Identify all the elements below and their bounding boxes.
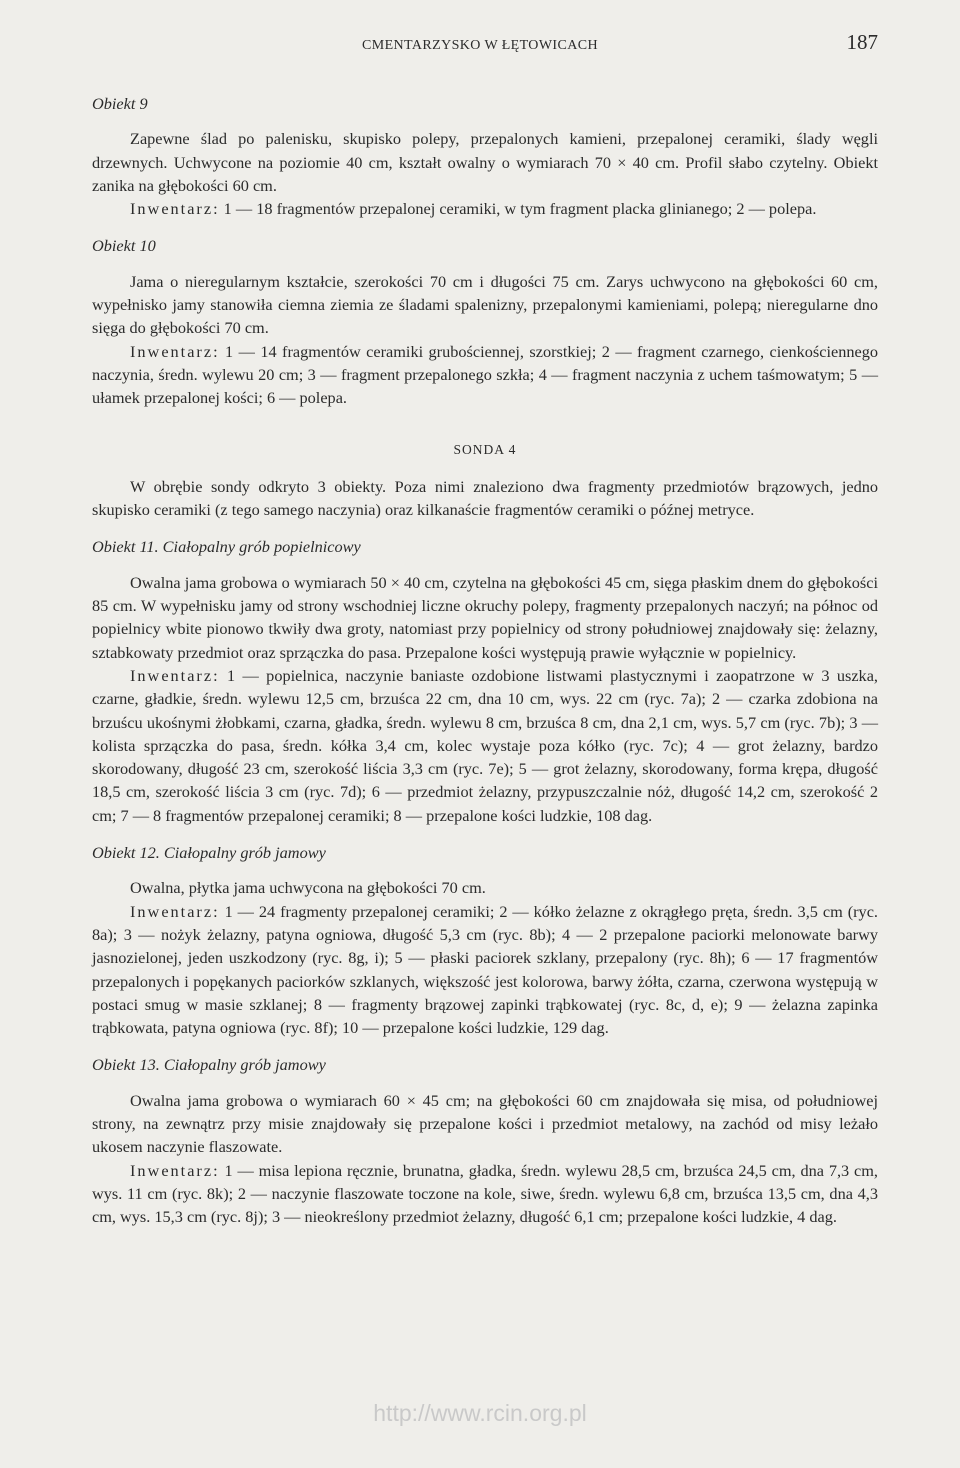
obiekt-9-inventory — [92, 197, 878, 220]
inventory-text: 1 — popielnica, naczynie baniaste ozdobione listwami plastycznymi i zaopatrzone w 3 uszka, czarne, gładkie, średn. wylewu 12,5 cm, brzuśca 22 cm, dna 10 cm, wys. 22 cm (ryc. 7a); 2 — czarka zdobiona na brzuścu ukośnymi żłobkami, czarna, gładka, średn. wylewu 8 cm, brzuśca 8 cm, dna 2,1 cm, wys. 5,7 cm (ryc. 7b); 3 — kolista sprzączka do pasa, średn. kółka 3,4 cm, kolec wystaje poza kółko (ryc. 7c); 4 — grot żelazny, bardzo skorodowany, długość 23 cm, szerokość liścia 3,3 cm (ryc. 7e); 5 — grot żelazny, skorodowany, forma krępa, długość 18,5 cm, szerokość liścia 3 cm (ryc. 7d); 6 — przedmiot żelazny, przypuszczalnie nóż, długość 14,2 cm, szerokość 2 cm; 7 — 8 fragmentów przepalonej ceramiki; 8 — przepalone kości ludzkie, 108 dag. — [92, 665, 878, 825]
obiekt-10-description: Jama o nieregularnym kształcie, szerokości 70 cm i długości 75 cm. Zarys uchwycono na głębokości 60 cm, wypełnisko jamy stanowiła ciemna ziemia ze śladami spalenizny, przepalonymi kamieniami, polepą; nieregularne dno sięga do głębokości 70 cm. — [92, 271, 878, 338]
inventory-label: Inwentarz: — [130, 199, 220, 219]
running-title: CMENTARZYSKO W ŁĘTOWICACH — [362, 38, 598, 53]
obiekt-9-heading: Obiekt 9 — [92, 94, 148, 113]
obiekt-13-heading: Obiekt 13. Ciałopalny grób jamowy — [92, 1055, 326, 1075]
inventory-label: Inwentarz: — [130, 341, 220, 361]
obiekt-13-description: Owalna jama grobowa o wymiarach 60 × 45 cm; na głębokości 60 cm znajdowała się misa, od południowej strony, na zewnątrz przy misie znajdowały się przepalone kości i przedmiot metalowy, na zachód od misy leżało ukosem naczynie flaszowate. — [92, 1090, 878, 1157]
inventory-text: 1 — 18 fragmentów przepalonej ceramiki, w tym fragment placka glinianego; 2 — polepa. — [219, 199, 817, 219]
page-content — [92, 92, 878, 1228]
section-title-sonda-4: SONDA 4 — [453, 441, 517, 457]
obiekt-11-description: Owalna jama grobowa o wymiarach 50 × 40 cm, czytelna na głębokości 45 cm, sięga płaskim dnem do głębokości 85 cm. W wypełnisku jamy od strony wschodniej liczne okruchy polepy, fragmenty przepalonych naczyń; na północ od popielnicy wbite pionowo tkwiły dwa groty, natomiast przy popielnicy od strony południowej znajdowały się: żelazny, sztabkowaty przedmiot oraz sprzączka do pasa. Przepalone kości występują prawie wyłącznie w popielnicy. — [92, 572, 878, 662]
obiekt-9-description: Zapewne ślad po palenisku, skupisko polepy, przepalonych kamieni, przepalonej ceramiki, ślady węgli drzewnych. Uchwycone na poziomie 40 cm, kształt owalny o wymiarach 70 × 40 cm. Profil słabo czytelny. Obiekt zanika na głębokości 60 cm. — [92, 129, 878, 195]
obiekt-12-heading: Obiekt 12. Ciałopalny grób jamowy — [92, 843, 326, 863]
obiekt-13-inventory — [92, 1159, 878, 1229]
obiekt-12-description: Owalna, płytka jama uchwycona na głębokości 70 cm. — [130, 878, 486, 898]
obiekt-11-inventory — [92, 664, 878, 827]
inventory-label: Inwentarz: — [130, 1160, 220, 1180]
page-number: 187 — [846, 30, 878, 54]
obiekt-10-heading: Obiekt 10 — [92, 236, 156, 256]
obiekt-12-inventory — [92, 900, 878, 1040]
sonda-4-description: W obrębie sondy odkryto 3 obiekty. Poza nimi znaleziono dwa fragmenty przedmiotów brązowych, jedno skupisko ceramiki (z tego samego naczynia) oraz kilkanaście fragmentów ceramiki o późnej metryce. — [92, 476, 878, 520]
inventory-label: Inwentarz: — [130, 665, 220, 685]
obiekt-10-inventory — [92, 340, 878, 410]
inventory-label: Inwentarz: — [130, 901, 220, 921]
obiekt-11-heading: Obiekt 11. Ciałopalny grób popielnicowy — [92, 537, 361, 557]
watermark-url: http://www.rcin.org.pl — [373, 1400, 587, 1426]
inventory-text: 1 — 24 fragmenty przepalonej ceramiki; 2 — kółko żelazne z okrągłego pręta, średn. 3,5 cm (ryc. 8a); 3 — nożyk żelazny, patyna ogniowa, długość 5,3 cm (ryc. 8b); 4 — 2 przepalone paciorki melonowate barwy jasnozielonej, jeden uszkodzony (ryc. 8g, i); 5 — płaski paciorek szklany, przepalony (ryc. 8h); 6 — 17 fragmentów przepalonych i popękanych paciorków szklanych, większość jest kolorowa, barwy żółta, czarna, czerwona występują w postaci smug w masie szklanej; 8 — fragmenty brązowej zapinki trąbkowatej (ryc. 8c, d, e); 9 — żelazna zapinka trąbkowata, patyna ogniowa (ryc. 8f); 10 — przepalone kości ludzkie, 129 dag. — [92, 901, 878, 1038]
inventory-text: 1 — misa lepiona ręcznie, brunatna, gładka, średn. wylewu 28,5 cm, brzuśca 24,5 cm, dna 7,3 cm, wys. 11 cm (ryc. 8k); 2 — naczynie flaszowate toczone na kole, siwe, średn. wylewu 6,8 cm, brzuśca 13,5 cm, dna 4,3 cm, wys. 15,3 cm (ryc. 8j); 3 — nieokreślony przedmiot żelazny, długość 6,1 cm; przepalone kości ludzkie, 4 dag. — [92, 1160, 878, 1227]
inventory-text: 1 — 14 fragmentów ceramiki grubościennej, szorstkiej; 2 — fragment czarnego, cienkościennego naczynia, średn. wylewu 20 cm; 3 — fragment przepalonego szkła; 4 — fragment naczynia z uchem taśmowatym; 5 — ułamek przepalonej kości; 6 — polepa. — [92, 341, 878, 408]
page-header — [92, 30, 878, 60]
